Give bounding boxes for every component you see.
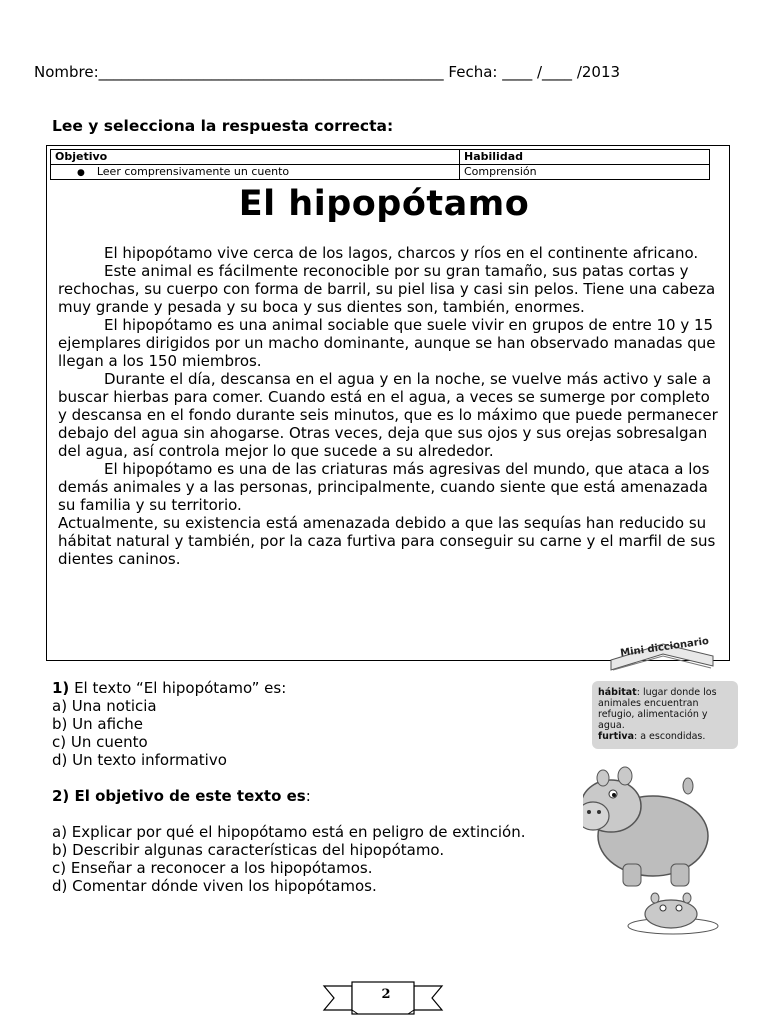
answer-option[interactable]: c) Enseñar a reconocer a los hipopótamos. — [52, 859, 373, 877]
page-number: 2 — [381, 987, 391, 1002]
answer-option[interactable]: c) Un cuento — [52, 733, 148, 751]
mini-dictionary-box — [592, 681, 738, 749]
mini-dictionary-title: Mini diccionario — [619, 635, 710, 660]
bullet-icon: ● — [77, 168, 85, 178]
definition-furtiva: : a escondidas. — [633, 731, 706, 742]
objective-header: Objetivo — [51, 150, 460, 165]
term-habitat: hábitat — [598, 687, 637, 698]
objective-cell — [51, 165, 460, 180]
name-date-line: Nombre:______________________________________________ Fecha: ____ /____ /2013 — [34, 63, 621, 81]
questions-section — [52, 679, 525, 895]
answer-option[interactable]: a) Explicar por qué el hipopótamo está en peligro de extinción. — [52, 823, 526, 841]
definition-habitat: : lugar donde los animales encuentran refugio, alimentación y agua. — [598, 687, 717, 731]
answer-option[interactable]: d) Un texto informativo — [52, 751, 227, 769]
question-1-text: El texto “El hipopótamo” es: — [69, 679, 287, 697]
objective-text: Leer comprensivamente un cuento — [96, 165, 290, 178]
paragraph: El hipopótamo es una de las criaturas más agresivas del mundo, que ataca a los demás animales y a las personas, principalmente, cuando siente que está amenazada su familia y su territorio. — [58, 460, 710, 514]
reading-title: El hipopótamo — [238, 184, 530, 224]
answer-option[interactable]: a) Una noticia — [52, 697, 157, 715]
question-1 — [52, 679, 525, 697]
question-2-colon: : — [305, 787, 311, 805]
skill-cell: Comprensión — [460, 165, 710, 180]
instruction-text: Lee y selecciona la respuesta correcta: — [52, 117, 394, 135]
question-2-prompt: 2) El objetivo de este texto es — [52, 787, 306, 805]
answer-option[interactable]: d) Comentar dónde viven los hipopótamos. — [52, 877, 377, 895]
paragraph: Este animal es fácilmente reconocible por su gran tamaño, sus patas cortas y rechochas, su cuerpo con forma de barril, su piel lisa y casi sin pelos. Tiene una cabeza muy grande y pesada y su boca y sus dientes son, también, enormes. — [58, 262, 716, 316]
term-furtiva: furtiva — [598, 731, 634, 742]
reading-body — [58, 244, 720, 568]
paragraph: Durante el día, descansa en el agua y en la noche, se vuelve más activo y sale a buscar hierbas para comer. Cuando está en el agua, a veces se sumerge por completo y descansa en el fondo durante seis minutos, que es lo máximo que puede permanecer debajo del agua sin ahogarse. Otras veces, deja que sus ojos y sus orejas sobresalgan del agua, así controla mejor lo que sucede a su alrededor. — [58, 370, 718, 460]
paragraph: Actualmente, su existencia está amenazada debido a que las sequías han reducido su hábitat natural y también, por la caza furtiva para conseguir su carne y el marfil de sus dientes caninos. — [58, 514, 716, 568]
question-2 — [52, 787, 525, 805]
question-1-number: 1) — [52, 679, 70, 697]
paragraph: El hipopótamo vive cerca de los lagos, charcos y ríos en el continente africano. — [104, 244, 699, 262]
skill-header: Habilidad — [460, 150, 710, 165]
answer-option[interactable]: b) Un afiche — [52, 715, 144, 733]
paragraph: El hipopótamo es una animal sociable que suele vivir en grupos de entre 10 y 15 ejemplares dirigidos por un macho dominante, aunque se han observado manadas que llegan a los 150 miembros. — [58, 316, 716, 370]
answer-option[interactable]: b) Describir algunas características del hipopótamo. — [52, 841, 445, 859]
objective-table — [50, 149, 710, 180]
